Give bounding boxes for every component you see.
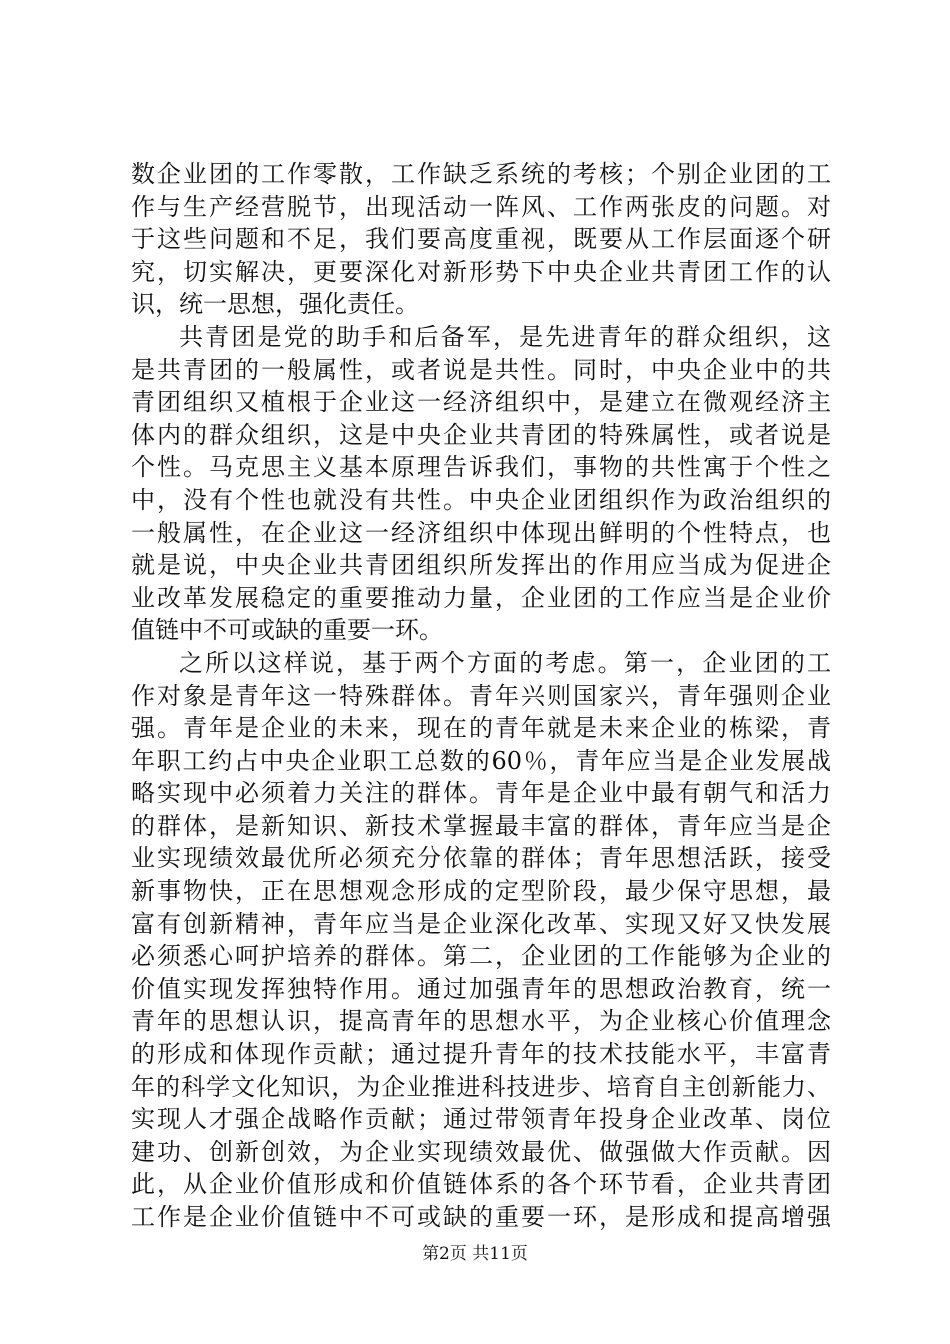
text-line: 作对象是青年这一特殊群体。青年兴则国家兴，青年强则企业 [131,681,831,710]
text-line: 体内的群众组织，这是中央企业共青团的特殊属性，或者说是 [131,420,831,449]
text-line: 富有创新精神，青年应当是企业深化改革、实现又好又快发展 [131,909,831,938]
text-line: 究，切实解决，更要深化对新形势下中央企业共青团工作的认 [131,257,831,286]
text-line: 新事物快，正在思想观念形成的定型阶段，最少保守思想，最 [131,877,831,906]
text-line: 价值实现发挥独特作用。通过加强青年的思想政治教育，统一 [131,974,831,1003]
text-line: 强。青年是企业的未来，现在的青年就是未来企业的栋梁，青 [131,714,831,743]
text-line: 中，没有个性也就没有共性。中央企业团组织作为政治组织的 [131,485,831,514]
text-line: 略实现中必须着力关注的群体。青年是企业中最有朝气和活力 [131,779,831,808]
text-line: 必须悉心呵护培养的群体。第二，企业团的工作能够为企业的 [131,942,831,971]
text-line: 识，统一思想，强化责任。 [131,290,419,319]
text-line: 业改革发展稳定的重要推动力量，企业团的工作应当是企业价 [131,583,831,612]
text-line: 一般属性，在企业这一经济组织中体现出鲜明的个性特点，也 [131,518,831,547]
text-line: 数企业团的工作零散，工作缺乏系统的考核；个别企业团的工 [131,160,831,188]
text-line: 建功、创新创效，为企业实现绩效最优、做强做大作贡献。因 [131,1137,831,1166]
text-line: 值链中不可或缺的重要一环。 [131,616,443,645]
text-line: 作与生产经营脱节，出现活动一阵风、工作两张皮的问题。对 [131,192,831,221]
text-line: 工作是企业价值链中不可或缺的重要一环，是形成和提高增强 [131,1203,831,1231]
text-line: 年的科学文化知识，为企业推进科技进步、培育自主创新能力、 [131,1072,831,1101]
text-line: 业实现绩效最优所必须充分依靠的群体；青年思想活跃，接受 [131,844,831,873]
text-line: 个性。马克思主义基本原理告诉我们，事物的共性寓于个性之 [131,453,831,482]
page-footer: 第2页 共11页 [422,1244,528,1264]
text-line: 的群体，是新知识、新技术掌握最丰富的群体，青年应当是企 [131,811,831,840]
text-line: 青年的思想认识，提高青年的思想水平，为企业核心价值理念 [131,1007,831,1036]
text-line: 实现人才强企战略作贡献；通过带领青年投身企业改革、岗位 [131,1105,831,1134]
body-text [131,158,831,1234]
text-line: 是共青团的一般属性，或者说是共性。同时，中央企业中的共 [131,355,831,384]
paragraph-start-line: 共青团是党的助手和后备军，是先进青年的群众组织，这 [179,322,831,351]
paragraph-start-line: 之所以这样说，基于两个方面的考虑。第一，企业团的工 [179,648,831,677]
text-line: 青团组织又植根于企业这一经济组织中，是建立在微观经济主 [131,388,831,417]
text-line: 于这些问题和不足，我们要高度重视，既要从工作层面逐个研 [131,225,831,254]
text-line: 就是说，中央企业共青团组织所发挥出的作用应当成为促进企 [131,551,831,580]
text-line: 年职工约占中央企业职工总数的60％，青年应当是企业发展战 [131,746,831,775]
text-line: 此，从企业价值形成和价值链体系的各个环节看，企业共青团 [131,1170,831,1199]
text-line: 的形成和体现作贡献；通过提升青年的技术技能水平，丰富青 [131,1040,831,1069]
